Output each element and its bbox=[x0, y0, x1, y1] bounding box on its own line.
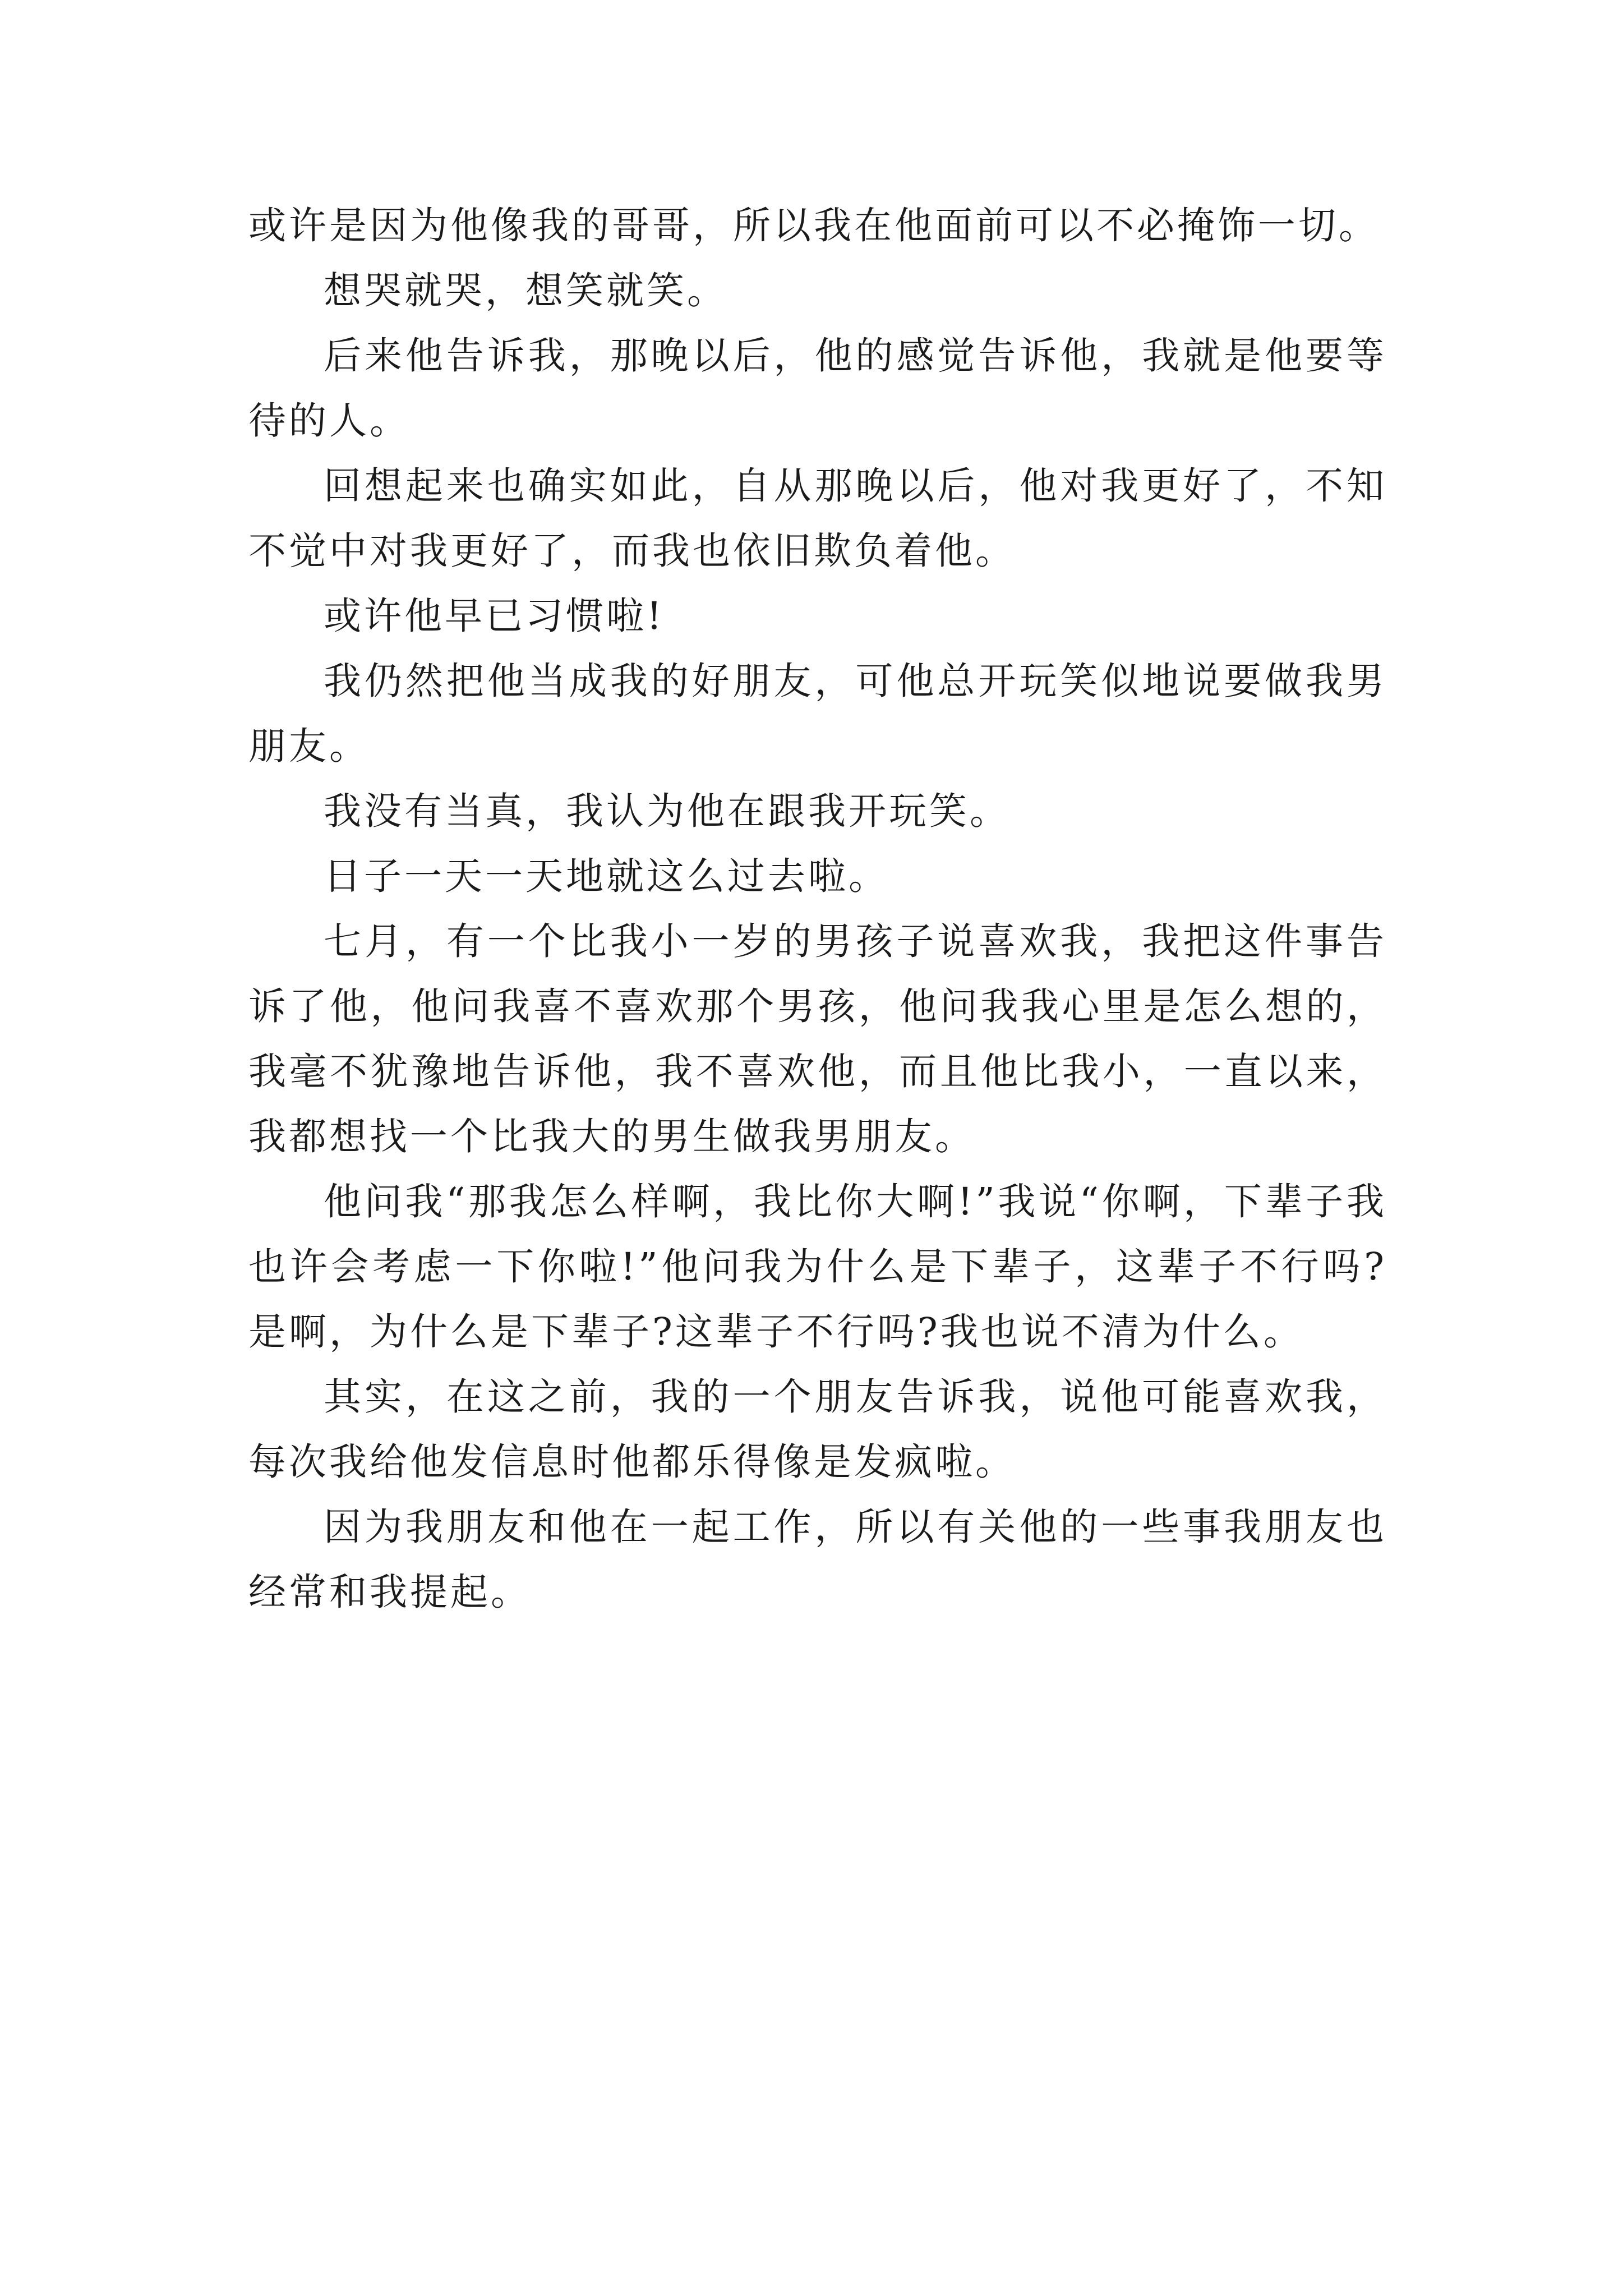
paragraph: 我仍然把他当成我的好朋友，可他总开玩笑似地说要做我男朋友。 bbox=[248, 659, 1387, 768]
document-body bbox=[248, 193, 1387, 1625]
paragraph: 后来他告诉我，那晚以后，他的感觉告诉他，我就是他要等待的人。 bbox=[248, 334, 1387, 443]
paragraph: 或许他早已习惯啦! bbox=[324, 594, 665, 638]
paragraph: 日子一天一天地就这么过去啦。 bbox=[324, 854, 889, 898]
paragraph: 他问我“那我怎么样啊，我比你大啊!”我说“你啊，下辈子我也许会考虑一下你啦!”他问我为什么是下辈子，这辈子不行吗?是啊，为什么是下辈子?这辈子不行吗?我也说不清为什么。 bbox=[248, 1180, 1387, 1354]
paragraph: 我没有当真，我认为他在跟我开玩笑。 bbox=[324, 789, 1010, 833]
paragraph: 七月，有一个比我小一岁的男孩子说喜欢我，我把这件事告诉了他，他问我喜不喜欢那个男孩，他问我我心里是怎么想的，我毫不犹豫地告诉他，我不喜欢他，而且他比我小，一直以来，我都想找一个比我大的男生做我男朋友。 bbox=[248, 919, 1387, 1158]
paragraph: 想哭就哭，想笑就笑。 bbox=[324, 269, 727, 312]
paragraph: 或许是因为他像我的哥哥，所以我在他面前可以不必掩饰一切。 bbox=[248, 204, 1379, 247]
paragraph: 因为我朋友和他在一起工作，所以有关他的一些事我朋友也经常和我提起。 bbox=[248, 1505, 1387, 1614]
paragraph: 回想起来也确实如此，自从那晚以后，他对我更好了，不知不觉中对我更好了，而我也依旧欺负着他。 bbox=[248, 464, 1387, 573]
paragraph: 其实，在这之前，我的一个朋友告诉我，说他可能喜欢我，每次我给他发信息时他都乐得像是发疯啦。 bbox=[248, 1375, 1387, 1484]
